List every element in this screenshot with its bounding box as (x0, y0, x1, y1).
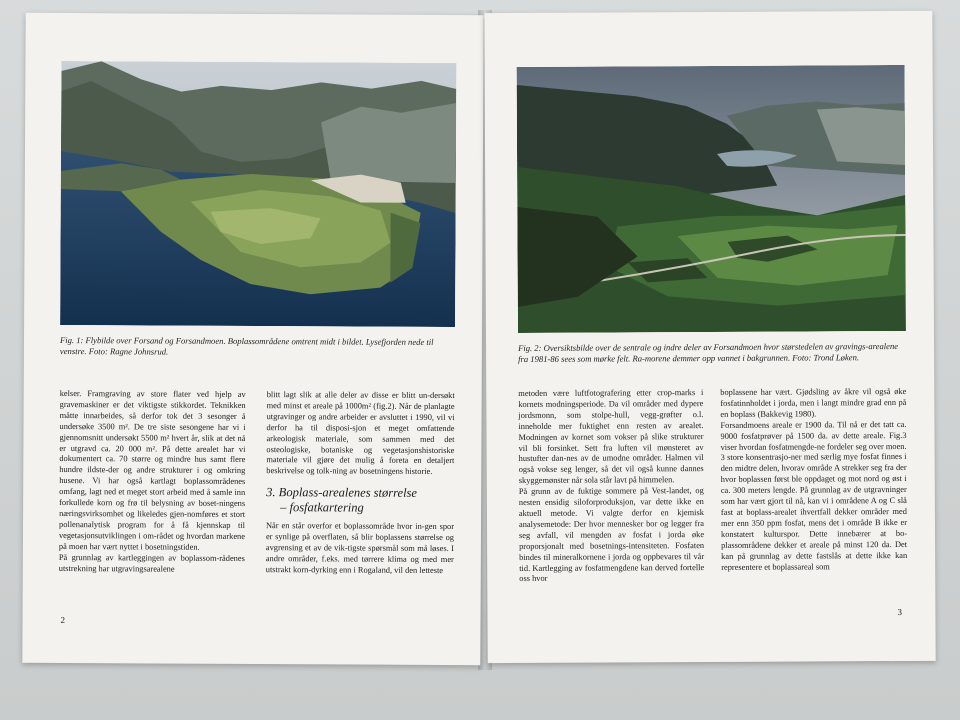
right-page-column-2 (720, 387, 907, 573)
left-column1-text: kelser. Framgraving av store flater ved hjelp av gravemaskiner er det viktigste stikkordet. Teknikken måtte innarbeides, så derfor tok det 3 sesonger å undersøke 3500 m². De tre siste sesongene har vi i gjennomsnitt undersøkt 5500 m² hvert år, slik at det nå er utgravd ca. 20 000 m². På dette arealet har vi dokumentert ca. 70 større og mindre hus samt flere hundre ildste-der og andre strukturer i og omkring husene. Vi har også kartlagt boplassområdenes omfang, lagt ned et meget stort arbeid med å samle inn forkullede korn og frø til belysning av boset-ningens næringsvirksomhet og likeledes gjen-nomføres et stort pollenanalytisk program for å få kjennskap til vegetasjonsutviklingen i om-rådet og hvordan markene på moen har vært nyttet i bosetningstiden. På grunnlag av kartleggingen av boplassom-rådenes utstrekning har utgravingsarealene (58, 388, 246, 574)
figure2-caption: Fig. 2: Oversiktsbilde over de sentrale og indre deler av Forsandmoen hvor størstedelen av gravings-arealene fra 1981-86 sees som mørke felt. Ra-morene demmer opp vannet i bakgrunnen. Foto: Trond Løken. (518, 341, 899, 365)
section-heading-line2: – fosfatkartering (280, 500, 364, 515)
section-heading-line1: 3. Boplass-arealenes størrelse (266, 485, 418, 501)
section-heading (266, 485, 454, 516)
page-number-right: 3 (897, 606, 902, 618)
right-column2-text: boplassene har vært. Gjødsling av åkre vil også øke fosfatinnholdet i jorda, men i langt mindre grad enn på en boplass (Bakkevig 1980). Forsandmoens areale er 1900 da. Til nå er det tatt ca. 9000 fosfatprøver på 1500 da. av dette areale. Fig.3 viser hvordan fosfatmengde-ne fordeler seg over moen. 3 store konsentrasjo-ner med særlig mye fosfat finnes i den midtre delen, hvorav område A strekker seg fra der hvor boplassen først ble oppdaget og mot nord og øst i ca. 300 meters lengde. På grunnlag av de utgravninger som har vært gjort til nå, kan vi i områdene A og C slå fast at boplass-arealet ihvertfall dekker områder med mer enn 350 ppm fosfat, mens det i område B ikke er konstatert kulturspor. Dette innebærer at bo-plassområdene dekker et areale på minst 120 da. Det kan på grunnlag av dette fastslås at dette ikke kan representere et boplassareal som (720, 386, 908, 572)
page-number-left: 2 (60, 614, 66, 626)
figure1-aerial-photo (60, 61, 456, 327)
left-column2-bottom-text: Når en står overfor et boplassområde hvor in-gen spor er synlige på overflaten, så blir boplassens størrelse og avgrensing et av de vik-tigste spørsmål som må løses. I andre områder, f.eks. med tørrere klima og med mer utstrakt korn-dyrking enn i Rogaland, vil den letteste (265, 521, 455, 575)
right-page-column-1 (518, 388, 704, 585)
right-page (484, 11, 935, 663)
left-page-column-2 (266, 390, 455, 577)
figure1-caption: Fig. 1: Flybilde over Forsand og Forsandmoen. Boplassområdene omtrent midt i bildet. Lysefjorden nede til venstre. Foto: Ragne Johnsrud. (59, 334, 434, 357)
valley-landscape-image (517, 65, 906, 333)
left-column2-top-text: blitt lagt slik at alle deler av disse er blitt un-dersøkt med minst et areale på 1000m² (fig.2). Når de planlagte utgravinger og andre arbeider er avsluttet i 1990, vil vi derfor ha til disposi-sjon et meget omfattende arkeologisk materiale, som sammen med det osteologiske, botaniske og vegetasjonshistoriske materiale vil gjøre det mulig å foreta en detaljert beskrivelse og tolk-ning av bosetningens historie. (266, 390, 455, 477)
fjord-landscape-image (60, 61, 456, 327)
right-column1-text: metoden være luftfotografering etter crop-marks i kornets modningsperiode. Da vil områder med dypere jordsmonn, som stolpe-hull, vegg-grøfter o.l. inneholde mer fuktighet enn resten av arealet. Modningen av kornet som vokser på slike strukturer vil bli forsinket. Sett fra luften vil mønsteret av hustufter dan-nes av de umodne områder. Halmen vil også vokse seg lenger, så det vil også kunne dannes skyggemønster når sola står lavt på himmelen. På grunn av de fuktige sommere på Vest-landet, og nesten ensidig siloforproduksjon, var dette ikke en aktuell metode. Vi valgte derfor en kjemisk analysemetode: Der hvor mennesker bor og legger fra seg avfall, vil mengden av fosfat i jorda øke proporsjonalt med bosetnings-intensiteten. Fosfaten bindes til mineralkornene i jorda og oppbevares til vår tid. Kartlegging av fosfatmengdene kan derved fortelle oss hvor (518, 388, 705, 584)
figure2-aerial-photo (517, 65, 906, 333)
left-page (22, 13, 483, 665)
left-page-column-1 (59, 389, 246, 575)
